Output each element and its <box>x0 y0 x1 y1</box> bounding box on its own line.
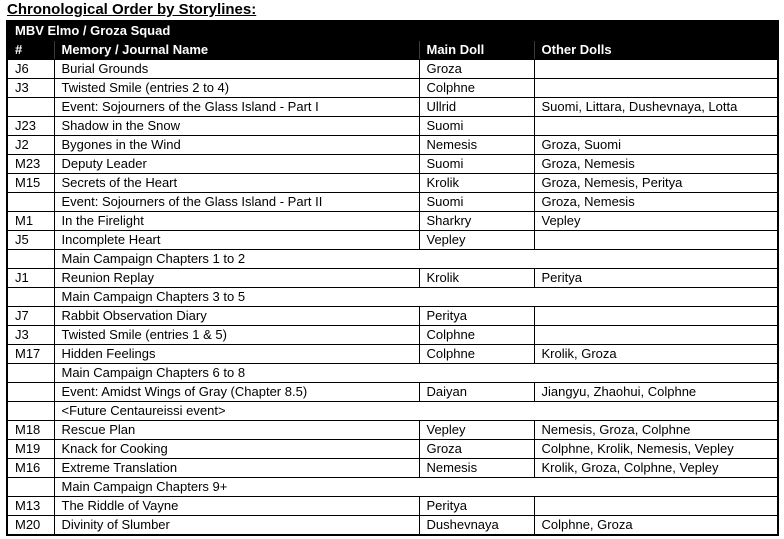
table-row <box>7 98 778 117</box>
memory-name-cell: Incomplete Heart <box>54 231 419 250</box>
memory-name-cell: Main Campaign Chapters 1 to 2 <box>54 250 778 269</box>
table-row <box>7 364 778 383</box>
column-header-other-dolls: Other Dolls <box>534 41 778 60</box>
row-num-cell: M16 <box>7 459 54 478</box>
memory-name-cell: In the Firelight <box>54 212 419 231</box>
row-num-cell <box>7 402 54 421</box>
main-doll-cell: Dushevnaya <box>419 516 534 536</box>
other-dolls-cell: Jiangyu, Zhaohui, Colphne <box>534 383 778 402</box>
column-header-num: # <box>7 41 54 60</box>
other-dolls-cell <box>534 60 778 79</box>
memory-name-cell: <Future Centaureissi event> <box>54 402 778 421</box>
table-row <box>7 478 778 497</box>
memory-name-cell: Rabbit Observation Diary <box>54 307 419 326</box>
main-doll-cell: Vepley <box>419 231 534 250</box>
other-dolls-cell: Groza, Suomi <box>534 136 778 155</box>
squad-header-row <box>7 21 778 41</box>
row-num-cell <box>7 364 54 383</box>
main-doll-cell: Krolik <box>419 269 534 288</box>
table-row <box>7 345 778 364</box>
row-num-cell <box>7 250 54 269</box>
column-header-memory: Memory / Journal Name <box>54 41 419 60</box>
other-dolls-cell: Groza, Nemesis <box>534 155 778 174</box>
other-dolls-cell: Peritya <box>534 269 778 288</box>
main-doll-cell: Peritya <box>419 497 534 516</box>
row-num-cell <box>7 288 54 307</box>
other-dolls-cell: Colphne, Krolik, Nemesis, Vepley <box>534 440 778 459</box>
memory-name-cell: Main Campaign Chapters 6 to 8 <box>54 364 778 383</box>
row-num-cell: J2 <box>7 136 54 155</box>
table-row <box>7 193 778 212</box>
page-title: Chronological Order by Storylines: <box>7 1 257 18</box>
memory-name-cell: Rescue Plan <box>54 421 419 440</box>
row-num-cell: J1 <box>7 269 54 288</box>
main-doll-cell: Vepley <box>419 421 534 440</box>
row-num-cell <box>7 98 54 117</box>
row-num-cell: M19 <box>7 440 54 459</box>
main-doll-cell: Krolik <box>419 174 534 193</box>
main-doll-cell: Colphne <box>419 79 534 98</box>
table-row <box>7 79 778 98</box>
main-doll-cell: Nemesis <box>419 136 534 155</box>
memory-name-cell: Deputy Leader <box>54 155 419 174</box>
main-doll-cell: Daiyan <box>419 383 534 402</box>
storyline-table-body <box>7 60 778 536</box>
table-row <box>7 402 778 421</box>
main-doll-cell: Colphne <box>419 326 534 345</box>
other-dolls-cell: Vepley <box>534 212 778 231</box>
main-doll-cell: Nemesis <box>419 459 534 478</box>
memory-name-cell: Reunion Replay <box>54 269 419 288</box>
main-doll-cell: Ullrid <box>419 98 534 117</box>
memory-name-cell: Twisted Smile (entries 2 to 4) <box>54 79 419 98</box>
column-header-main-doll: Main Doll <box>419 41 534 60</box>
table-row <box>7 307 778 326</box>
memory-name-cell: Main Campaign Chapters 3 to 5 <box>54 288 778 307</box>
memory-name-cell: Hidden Feelings <box>54 345 419 364</box>
main-doll-cell: Suomi <box>419 117 534 136</box>
row-num-cell: M17 <box>7 345 54 364</box>
row-num-cell: J3 <box>7 79 54 98</box>
row-num-cell: J5 <box>7 231 54 250</box>
row-num-cell: J7 <box>7 307 54 326</box>
table-row <box>7 136 778 155</box>
table-row <box>7 212 778 231</box>
other-dolls-cell: Suomi, Littara, Dushevnaya, Lotta <box>534 98 778 117</box>
row-num-cell: M15 <box>7 174 54 193</box>
table-row <box>7 440 778 459</box>
row-num-cell <box>7 383 54 402</box>
table-row <box>7 231 778 250</box>
memory-name-cell: Main Campaign Chapters 9+ <box>54 478 778 497</box>
other-dolls-cell <box>534 307 778 326</box>
row-num-cell <box>7 193 54 212</box>
memory-name-cell: Event: Amidst Wings of Gray (Chapter 8.5) <box>54 383 419 402</box>
main-doll-cell: Groza <box>419 60 534 79</box>
main-doll-cell: Groza <box>419 440 534 459</box>
table-row <box>7 288 778 307</box>
other-dolls-cell <box>534 117 778 136</box>
table-row <box>7 516 778 536</box>
other-dolls-cell <box>534 79 778 98</box>
other-dolls-cell: Groza, Nemesis <box>534 193 778 212</box>
table-row <box>7 174 778 193</box>
table-row <box>7 497 778 516</box>
row-num-cell: M18 <box>7 421 54 440</box>
other-dolls-cell: Colphne, Groza <box>534 516 778 536</box>
memory-name-cell: Event: Sojourners of the Glass Island - Part I <box>54 98 419 117</box>
other-dolls-cell <box>534 497 778 516</box>
row-num-cell: J3 <box>7 326 54 345</box>
memory-name-cell: Burial Grounds <box>54 60 419 79</box>
storyline-table <box>6 20 779 536</box>
main-doll-cell: Peritya <box>419 307 534 326</box>
memory-name-cell: Bygones in the Wind <box>54 136 419 155</box>
other-dolls-cell: Nemesis, Groza, Colphne <box>534 421 778 440</box>
table-row <box>7 326 778 345</box>
memory-name-cell: Shadow in the Snow <box>54 117 419 136</box>
other-dolls-cell: Krolik, Groza <box>534 345 778 364</box>
column-header-row <box>7 41 778 60</box>
memory-name-cell: Secrets of the Heart <box>54 174 419 193</box>
row-num-cell: M1 <box>7 212 54 231</box>
memory-name-cell: Knack for Cooking <box>54 440 419 459</box>
row-num-cell: M23 <box>7 155 54 174</box>
row-num-cell: M13 <box>7 497 54 516</box>
row-num-cell: J23 <box>7 117 54 136</box>
main-doll-cell: Sharkry <box>419 212 534 231</box>
squad-header: MBV Elmo / Groza Squad <box>7 21 778 41</box>
memory-name-cell: Divinity of Slumber <box>54 516 419 536</box>
row-num-cell: M20 <box>7 516 54 536</box>
memory-name-cell: Extreme Translation <box>54 459 419 478</box>
table-row <box>7 117 778 136</box>
memory-name-cell: Twisted Smile (entries 1 & 5) <box>54 326 419 345</box>
row-num-cell: J6 <box>7 60 54 79</box>
table-row <box>7 383 778 402</box>
memory-name-cell: The Riddle of Vayne <box>54 497 419 516</box>
other-dolls-cell: Krolik, Groza, Colphne, Vepley <box>534 459 778 478</box>
other-dolls-cell: Groza, Nemesis, Peritya <box>534 174 778 193</box>
table-row <box>7 269 778 288</box>
table-row <box>7 459 778 478</box>
other-dolls-cell <box>534 231 778 250</box>
other-dolls-cell <box>534 326 778 345</box>
table-row <box>7 60 778 79</box>
table-row <box>7 421 778 440</box>
main-doll-cell: Suomi <box>419 193 534 212</box>
table-row <box>7 250 778 269</box>
main-doll-cell: Colphne <box>419 345 534 364</box>
row-num-cell <box>7 478 54 497</box>
memory-name-cell: Event: Sojourners of the Glass Island - Part II <box>54 193 419 212</box>
main-doll-cell: Suomi <box>419 155 534 174</box>
table-row <box>7 155 778 174</box>
